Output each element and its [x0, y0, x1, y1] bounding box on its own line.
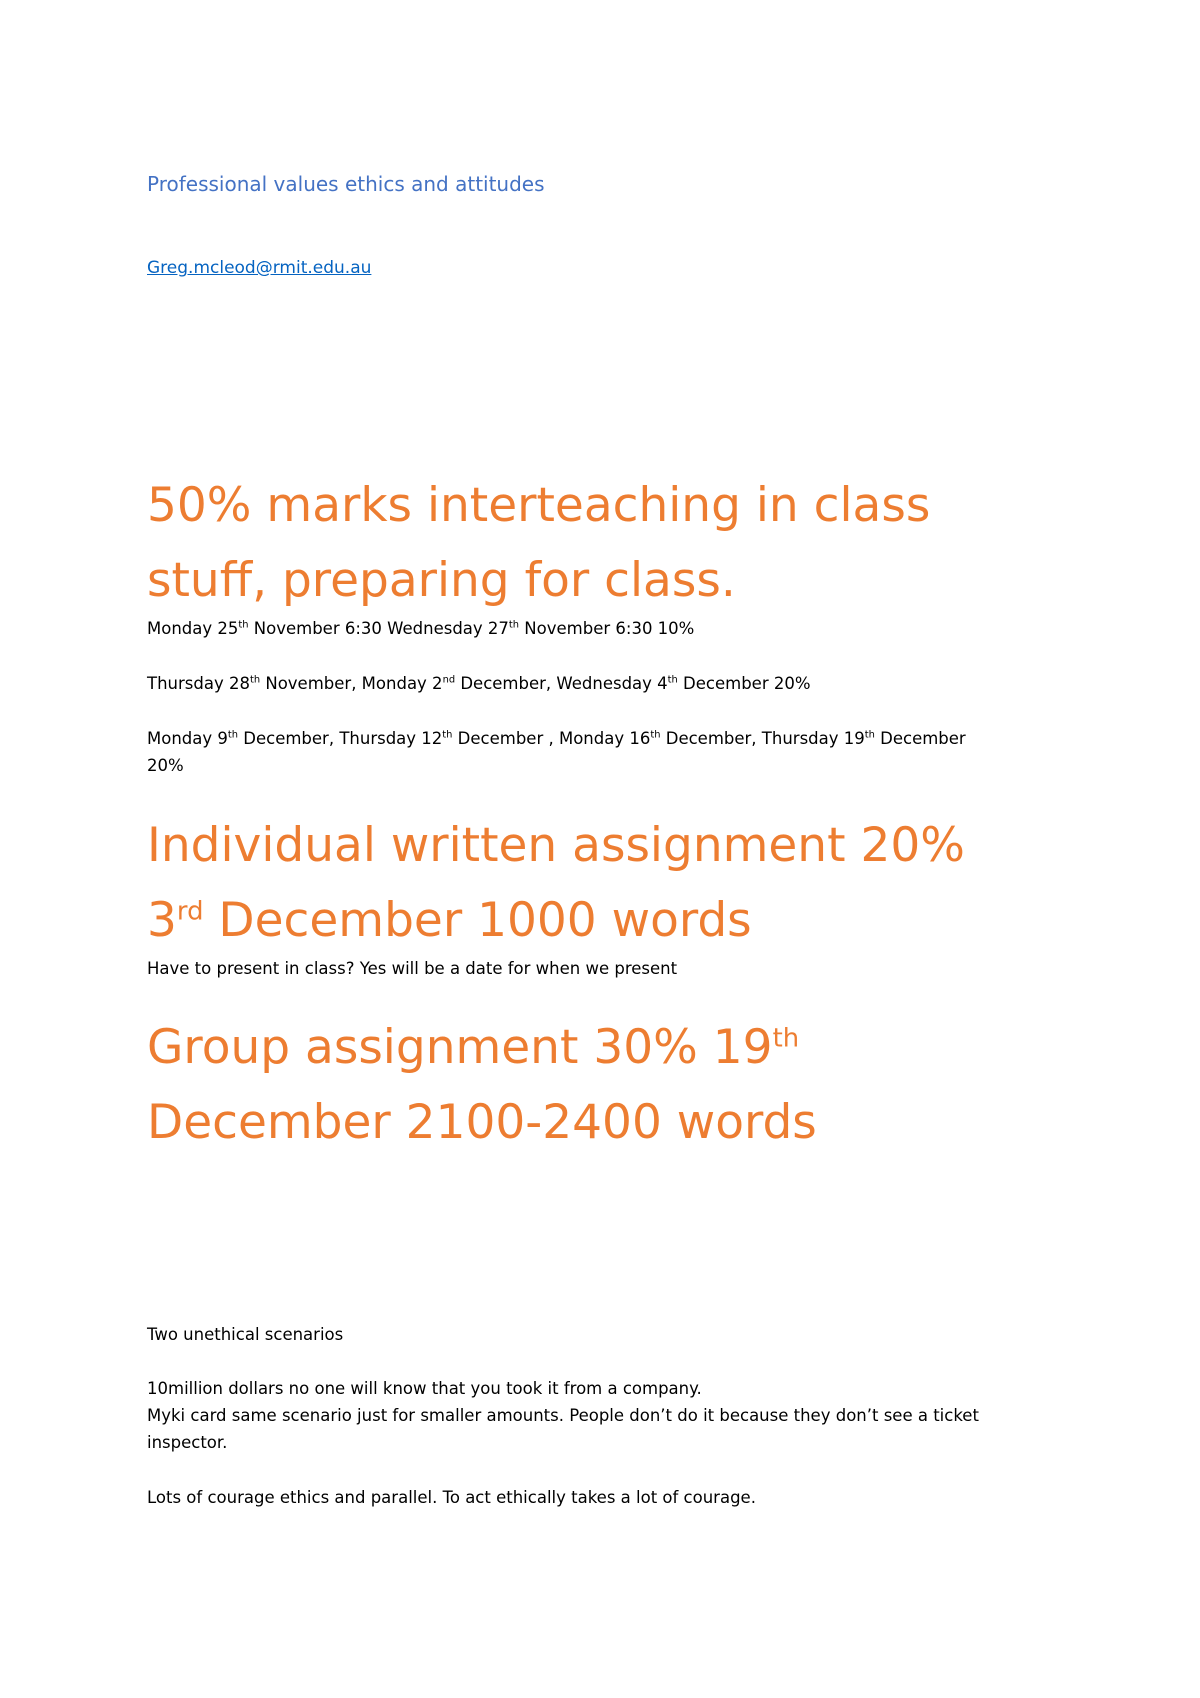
individual-heading-line2: 3rd December 1000 words [147, 893, 752, 948]
email-link[interactable]: Greg.mcleod@rmit.edu.au [147, 258, 372, 278]
group-heading-line1: Group assignment 30% 19th [147, 1020, 800, 1075]
scenario-two-line2: inspector. [147, 1433, 228, 1452]
individual-heading-line1: Individual written assignment 20% [147, 818, 965, 873]
class-dates-line1: Monday 25th November 6:30 Wednesday 27th November 6:30 10% [147, 619, 695, 638]
individual-note: Have to present in class? Yes will be a date for when we present [147, 959, 678, 978]
marks-heading-line2: stuff, preparing for class. [147, 553, 736, 608]
scenario-one: 10million dollars no one will know that you took it from a company. [147, 1379, 702, 1398]
courage-note: Lots of courage ethics and parallel. To act ethically takes a lot of courage. [147, 1488, 756, 1507]
class-dates-line3: Monday 9th December, Thursday 12th December , Monday 16th December, Thursday 19th December [147, 729, 966, 748]
group-heading-line2: December 2100-2400 words [147, 1095, 817, 1150]
marks-heading-line1: 50% marks interteaching in class [147, 478, 931, 533]
class-dates-line3-continued: 20% [147, 756, 184, 775]
document-title: Professional values ethics and attitudes [147, 172, 545, 196]
scenario-two-line1: Myki card same scenario just for smaller amounts. People don’t do it because they don’t see a ticket [147, 1406, 979, 1425]
class-dates-line2: Thursday 28th November, Monday 2nd December, Wednesday 4th December 20% [147, 674, 811, 693]
scenarios-title: Two unethical scenarios [147, 1325, 344, 1344]
